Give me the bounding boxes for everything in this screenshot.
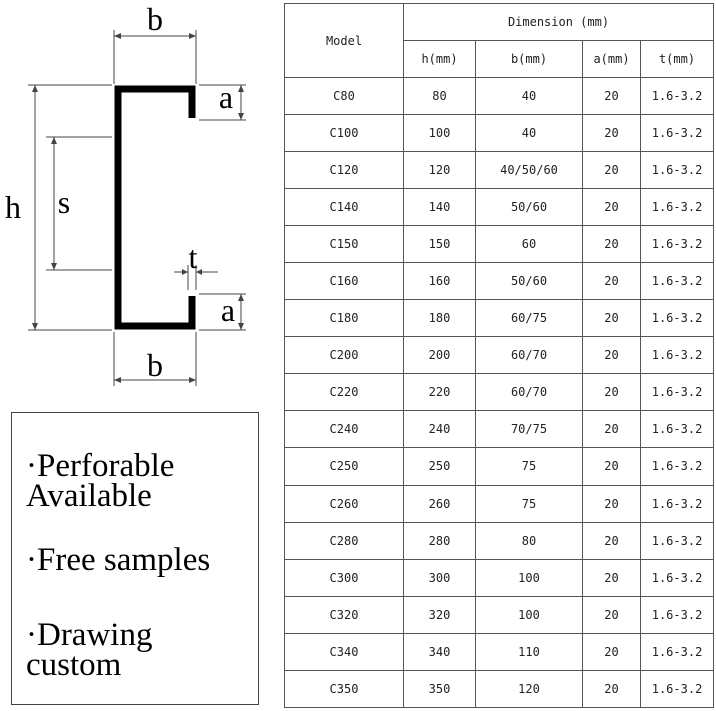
cell-a: 20 bbox=[583, 337, 641, 374]
cell-a: 20 bbox=[583, 263, 641, 300]
cell-a: 20 bbox=[583, 411, 641, 448]
cell-t: 1.6-3.2 bbox=[641, 485, 714, 522]
cell-h: 250 bbox=[404, 448, 476, 485]
cell-model: C160 bbox=[285, 263, 404, 300]
t-header: t(mm) bbox=[641, 41, 714, 78]
cell-h: 80 bbox=[404, 78, 476, 115]
feature-free-samples: ·Free samples bbox=[26, 542, 211, 578]
cell-t: 1.6-3.2 bbox=[641, 152, 714, 189]
cell-b: 70/75 bbox=[476, 411, 583, 448]
table-row bbox=[285, 226, 714, 263]
table-row bbox=[285, 78, 714, 115]
h-header: h(mm) bbox=[404, 41, 476, 78]
cell-a: 20 bbox=[583, 78, 641, 115]
cell-t: 1.6-3.2 bbox=[641, 670, 714, 707]
cell-b: 50/60 bbox=[476, 189, 583, 226]
dimension-header: Dimension (mm) bbox=[404, 4, 714, 41]
cell-t: 1.6-3.2 bbox=[641, 300, 714, 337]
cell-b: 60/75 bbox=[476, 300, 583, 337]
table-body bbox=[285, 78, 714, 708]
cell-b: 120 bbox=[476, 670, 583, 707]
c-channel-diagram bbox=[0, 0, 280, 400]
cell-h: 300 bbox=[404, 559, 476, 596]
cell-t: 1.6-3.2 bbox=[641, 596, 714, 633]
table-row bbox=[285, 263, 714, 300]
cell-t: 1.6-3.2 bbox=[641, 226, 714, 263]
table-row bbox=[285, 374, 714, 411]
table-row bbox=[285, 411, 714, 448]
feature-perforable: ·Perforable bbox=[26, 448, 175, 484]
feature-drawing: ·Drawing bbox=[26, 617, 153, 653]
cell-b: 40/50/60 bbox=[476, 152, 583, 189]
cell-model: C80 bbox=[285, 78, 404, 115]
cell-h: 180 bbox=[404, 300, 476, 337]
cell-a: 20 bbox=[583, 633, 641, 670]
cell-h: 340 bbox=[404, 633, 476, 670]
cell-h: 260 bbox=[404, 485, 476, 522]
cell-t: 1.6-3.2 bbox=[641, 78, 714, 115]
cell-h: 220 bbox=[404, 374, 476, 411]
cell-t: 1.6-3.2 bbox=[641, 115, 714, 152]
cell-model: C260 bbox=[285, 485, 404, 522]
cell-t: 1.6-3.2 bbox=[641, 448, 714, 485]
cell-t: 1.6-3.2 bbox=[641, 189, 714, 226]
feature-available: Available bbox=[26, 478, 152, 514]
a-header: a(mm) bbox=[583, 41, 641, 78]
table-row bbox=[285, 337, 714, 374]
label-a-bottom: a bbox=[220, 292, 236, 328]
cell-b: 75 bbox=[476, 448, 583, 485]
cell-model: C240 bbox=[285, 411, 404, 448]
table-row bbox=[285, 300, 714, 337]
cell-model: C150 bbox=[285, 226, 404, 263]
cell-h: 320 bbox=[404, 596, 476, 633]
cell-h: 140 bbox=[404, 189, 476, 226]
cell-h: 240 bbox=[404, 411, 476, 448]
feature-custom: custom bbox=[26, 647, 122, 683]
cell-b: 60/70 bbox=[476, 337, 583, 374]
cell-h: 200 bbox=[404, 337, 476, 374]
cell-t: 1.6-3.2 bbox=[641, 559, 714, 596]
cell-a: 20 bbox=[583, 300, 641, 337]
features-box bbox=[11, 412, 259, 705]
table-row bbox=[285, 115, 714, 152]
table-row bbox=[285, 670, 714, 707]
table-row bbox=[285, 152, 714, 189]
cell-b: 110 bbox=[476, 633, 583, 670]
cell-b: 100 bbox=[476, 596, 583, 633]
cell-h: 280 bbox=[404, 522, 476, 559]
cell-b: 100 bbox=[476, 559, 583, 596]
header-row bbox=[285, 4, 714, 41]
table-row bbox=[285, 522, 714, 559]
cell-model: C200 bbox=[285, 337, 404, 374]
cell-model: C100 bbox=[285, 115, 404, 152]
cell-b: 40 bbox=[476, 115, 583, 152]
cell-model: C250 bbox=[285, 448, 404, 485]
cell-a: 20 bbox=[583, 670, 641, 707]
cell-b: 80 bbox=[476, 522, 583, 559]
cell-b: 60/70 bbox=[476, 374, 583, 411]
table-row bbox=[285, 596, 714, 633]
label-h: h bbox=[5, 189, 21, 225]
label-a-top: a bbox=[218, 79, 234, 115]
cell-model: C350 bbox=[285, 670, 404, 707]
cell-model: C220 bbox=[285, 374, 404, 411]
cell-a: 20 bbox=[583, 189, 641, 226]
cell-a: 20 bbox=[583, 226, 641, 263]
b-header: b(mm) bbox=[476, 41, 583, 78]
cell-b: 50/60 bbox=[476, 263, 583, 300]
table-row bbox=[285, 633, 714, 670]
table-row bbox=[285, 559, 714, 596]
cell-b: 75 bbox=[476, 485, 583, 522]
cell-t: 1.6-3.2 bbox=[641, 374, 714, 411]
cell-model: C320 bbox=[285, 596, 404, 633]
cell-a: 20 bbox=[583, 559, 641, 596]
cell-b: 40 bbox=[476, 78, 583, 115]
label-s: s bbox=[57, 184, 71, 220]
cell-t: 1.6-3.2 bbox=[641, 263, 714, 300]
cell-a: 20 bbox=[583, 596, 641, 633]
spec-table bbox=[284, 3, 714, 708]
c-profile-shape bbox=[118, 89, 192, 326]
cell-a: 20 bbox=[583, 374, 641, 411]
cell-model: C120 bbox=[285, 152, 404, 189]
cell-model: C140 bbox=[285, 189, 404, 226]
label-t: t bbox=[188, 239, 198, 275]
cell-model: C300 bbox=[285, 559, 404, 596]
cell-t: 1.6-3.2 bbox=[641, 633, 714, 670]
cell-a: 20 bbox=[583, 448, 641, 485]
cell-a: 20 bbox=[583, 522, 641, 559]
table-row bbox=[285, 448, 714, 485]
cell-a: 20 bbox=[583, 152, 641, 189]
label-b-top: b bbox=[147, 1, 163, 37]
table-row bbox=[285, 485, 714, 522]
cell-h: 120 bbox=[404, 152, 476, 189]
cell-h: 150 bbox=[404, 226, 476, 263]
label-b-bottom: b bbox=[147, 347, 163, 383]
cell-a: 20 bbox=[583, 485, 641, 522]
cell-model: C340 bbox=[285, 633, 404, 670]
cell-h: 100 bbox=[404, 115, 476, 152]
cell-h: 350 bbox=[404, 670, 476, 707]
cell-t: 1.6-3.2 bbox=[641, 411, 714, 448]
cell-t: 1.6-3.2 bbox=[641, 337, 714, 374]
model-header: Model bbox=[285, 4, 404, 78]
cell-h: 160 bbox=[404, 263, 476, 300]
table-row bbox=[285, 189, 714, 226]
cell-a: 20 bbox=[583, 115, 641, 152]
cell-model: C280 bbox=[285, 522, 404, 559]
cell-model: C180 bbox=[285, 300, 404, 337]
cell-b: 60 bbox=[476, 226, 583, 263]
cell-t: 1.6-3.2 bbox=[641, 522, 714, 559]
